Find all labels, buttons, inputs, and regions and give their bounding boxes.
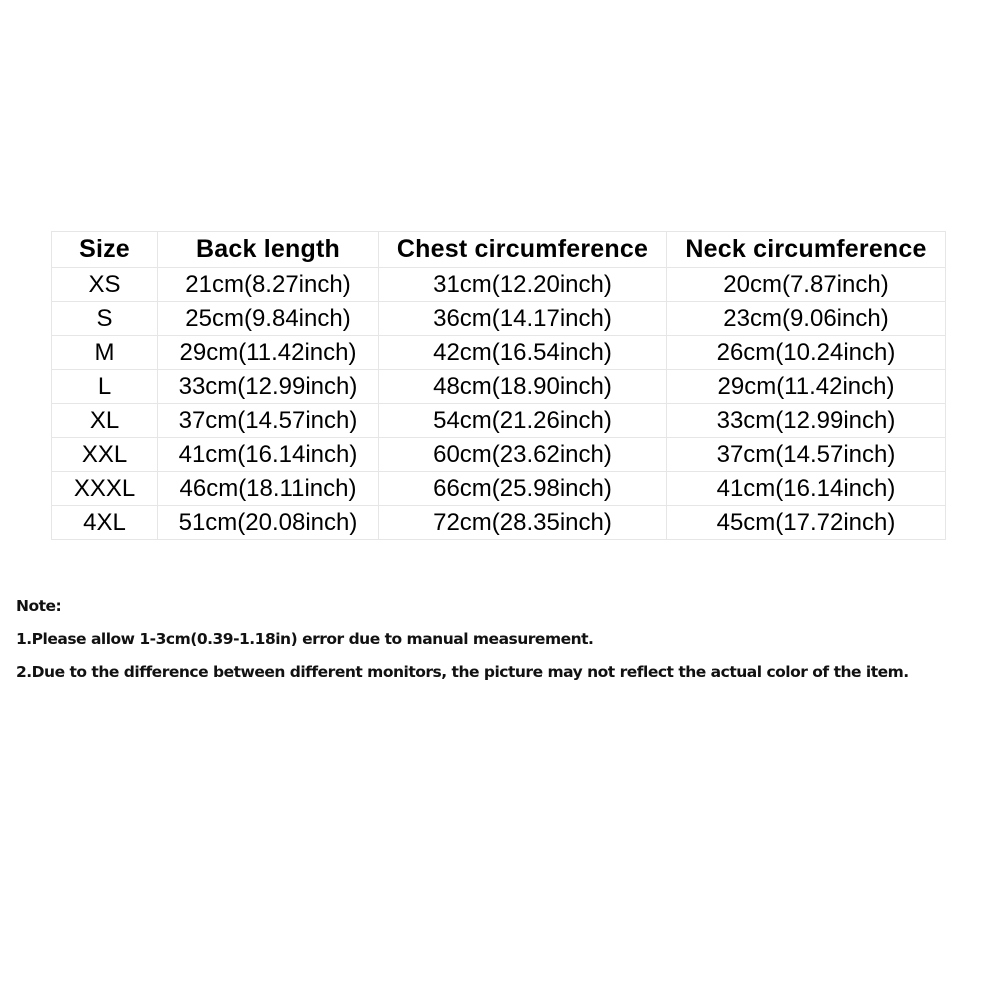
cell-size: XXL: [52, 438, 158, 472]
cell-size: S: [52, 302, 158, 336]
size-chart-table: [51, 231, 946, 540]
note-item: 2.Due to the difference between different monitors, the picture may not reflect the actual color of the item.: [16, 663, 909, 681]
header-chest-circumference: Chest circumference: [379, 232, 667, 268]
cell-back-length: 25cm(9.84inch): [158, 302, 379, 336]
cell-chest-circumference: 31cm(12.20inch): [379, 268, 667, 302]
table-header-row: [52, 232, 946, 268]
cell-size: XL: [52, 404, 158, 438]
cell-size: XS: [52, 268, 158, 302]
table-row: [52, 506, 946, 540]
cell-size: 4XL: [52, 506, 158, 540]
table-row: [52, 472, 946, 506]
notes-title: Note:: [16, 597, 62, 615]
cell-chest-circumference: 60cm(23.62inch): [379, 438, 667, 472]
cell-neck-circumference: 45cm(17.72inch): [667, 506, 946, 540]
cell-back-length: 37cm(14.57inch): [158, 404, 379, 438]
cell-back-length: 46cm(18.11inch): [158, 472, 379, 506]
note-item: 1.Please allow 1-3cm(0.39-1.18in) error due to manual measurement.: [16, 630, 594, 648]
cell-neck-circumference: 23cm(9.06inch): [667, 302, 946, 336]
cell-size: L: [52, 370, 158, 404]
table-row: [52, 302, 946, 336]
cell-chest-circumference: 66cm(25.98inch): [379, 472, 667, 506]
table-row: [52, 404, 946, 438]
cell-back-length: 33cm(12.99inch): [158, 370, 379, 404]
table-row: [52, 370, 946, 404]
table-row: [52, 336, 946, 370]
notes-section: [16, 594, 996, 693]
table-row: [52, 268, 946, 302]
cell-neck-circumference: 20cm(7.87inch): [667, 268, 946, 302]
cell-back-length: 29cm(11.42inch): [158, 336, 379, 370]
cell-neck-circumference: 33cm(12.99inch): [667, 404, 946, 438]
cell-size: M: [52, 336, 158, 370]
cell-size: XXXL: [52, 472, 158, 506]
cell-neck-circumference: 41cm(16.14inch): [667, 472, 946, 506]
cell-chest-circumference: 54cm(21.26inch): [379, 404, 667, 438]
cell-back-length: 21cm(8.27inch): [158, 268, 379, 302]
cell-neck-circumference: 26cm(10.24inch): [667, 336, 946, 370]
cell-chest-circumference: 48cm(18.90inch): [379, 370, 667, 404]
header-back-length: Back length: [158, 232, 379, 268]
cell-neck-circumference: 29cm(11.42inch): [667, 370, 946, 404]
cell-chest-circumference: 36cm(14.17inch): [379, 302, 667, 336]
table-row: [52, 438, 946, 472]
cell-neck-circumference: 37cm(14.57inch): [667, 438, 946, 472]
header-size: Size: [52, 232, 158, 268]
cell-back-length: 41cm(16.14inch): [158, 438, 379, 472]
cell-chest-circumference: 42cm(16.54inch): [379, 336, 667, 370]
header-neck-circumference: Neck circumference: [667, 232, 946, 268]
cell-chest-circumference: 72cm(28.35inch): [379, 506, 667, 540]
cell-back-length: 51cm(20.08inch): [158, 506, 379, 540]
